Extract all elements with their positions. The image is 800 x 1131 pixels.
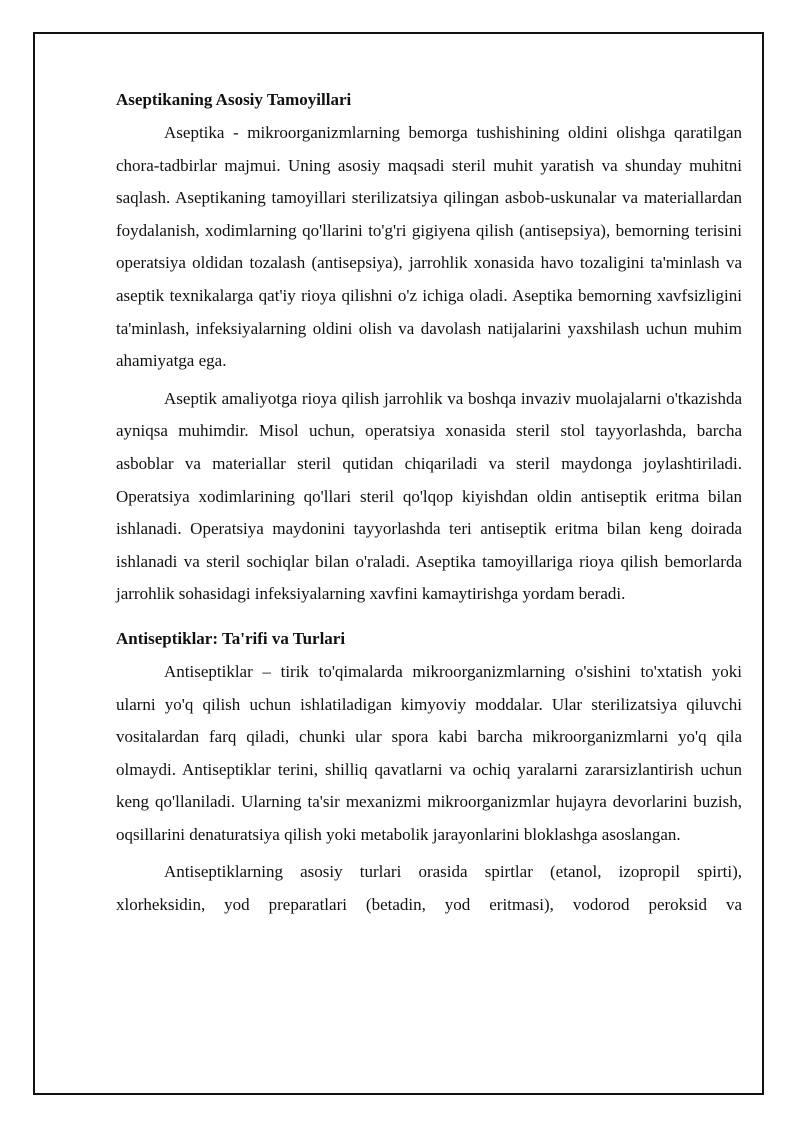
paragraph-antiseptics-definition: Antiseptiklar – tirik to'qimalarda mikroorganizmlarning o'sishini to'xtatish yoki ularni yo'q qilish uchun ishlatiladigan kimyoviy moddalar. Ular sterilizatsiya qiluvchi vositalardan farq qiladi, chunki ular spora kabi barcha mikroorganizmlarni yo'q qila olmaydi. Antiseptiklar terini, shilliq qavatlarni va ochiq yaralarni zararsizlantirish uchun keng qo'llaniladi. Ularning ta'sir mexanizmi mikroorganizmlar hujayra devorlarini buzish, oqsillarini denaturatsiya qilish yoki metabolik jarayonlarini bloklashga asoslangan. bbox=[116, 661, 742, 844]
document-body bbox=[116, 84, 742, 922]
section-heading-antiseptics: Antiseptiklar: Ta'rifi va Turlari bbox=[116, 628, 346, 648]
section-heading-aseptics: Aseptikaning Asosiy Tamoyillari bbox=[116, 90, 352, 109]
paragraph-aseptics-principles: Aseptika - mikroorganizmlarning bemorga tushishining oldini olishga qaratilgan chora-tadbirlar majmui. Uning asosiy maqsadi steril muhit yaratish va shunday muhitni saqlash. Aseptikaning tamoyillari sterilizatsiya qilingan asbob-uskunalar va materiallardan foydalanish, xodimlarning qo'llarini to'g'ri gigiyena qilish (antisepsiya), bemorning terisini operatsiya oldidan tozalash (antisepsiya), jarrohlik xonasida havo tozaligini ta'minlash va aseptik texnikalarga qat'iy rioya qilishni o'z ichiga oladi. Aseptika bemorning xavfsizligini ta'minlash, infeksiyalarning oldini olish va davolash natijalarini yaxshilash uchun muhim ahamiyatga ega. bbox=[116, 123, 742, 371]
paragraph-antiseptics-types: Antiseptiklarning asosiy turlari orasida spirtlar (etanol, izopropil spirti), xlorheksidin, yod preparatlari (betadin, yod eritmasi), vodorod peroksid va bbox=[116, 862, 742, 915]
paragraph-aseptic-practice: Aseptik amaliyotga rioya qilish jarrohlik va boshqa invaziv muolajalarni o'tkazishda ayniqsa muhimdir. Misol uchun, operatsiya xonasida steril stol tayyorlashda, barcha asboblar va materiallar steril qutidan chiqariladi va steril maydonga joylashtiriladi. Operatsiya xodimlarining qo'llari steril qo'lqop kiyishdan oldin antiseptik eritma bilan ishlanadi. Operatsiya maydonini tayyorlashda teri antiseptik eritma bilan keng doirada ishlanadi va steril sochiqlar bilan o'raladi. Aseptika tamoyillariga rioya qilish bemorlarda jarrohlik sohasidagi infeksiyalarning xavfini kamaytirishga yordam beradi. bbox=[116, 388, 742, 604]
